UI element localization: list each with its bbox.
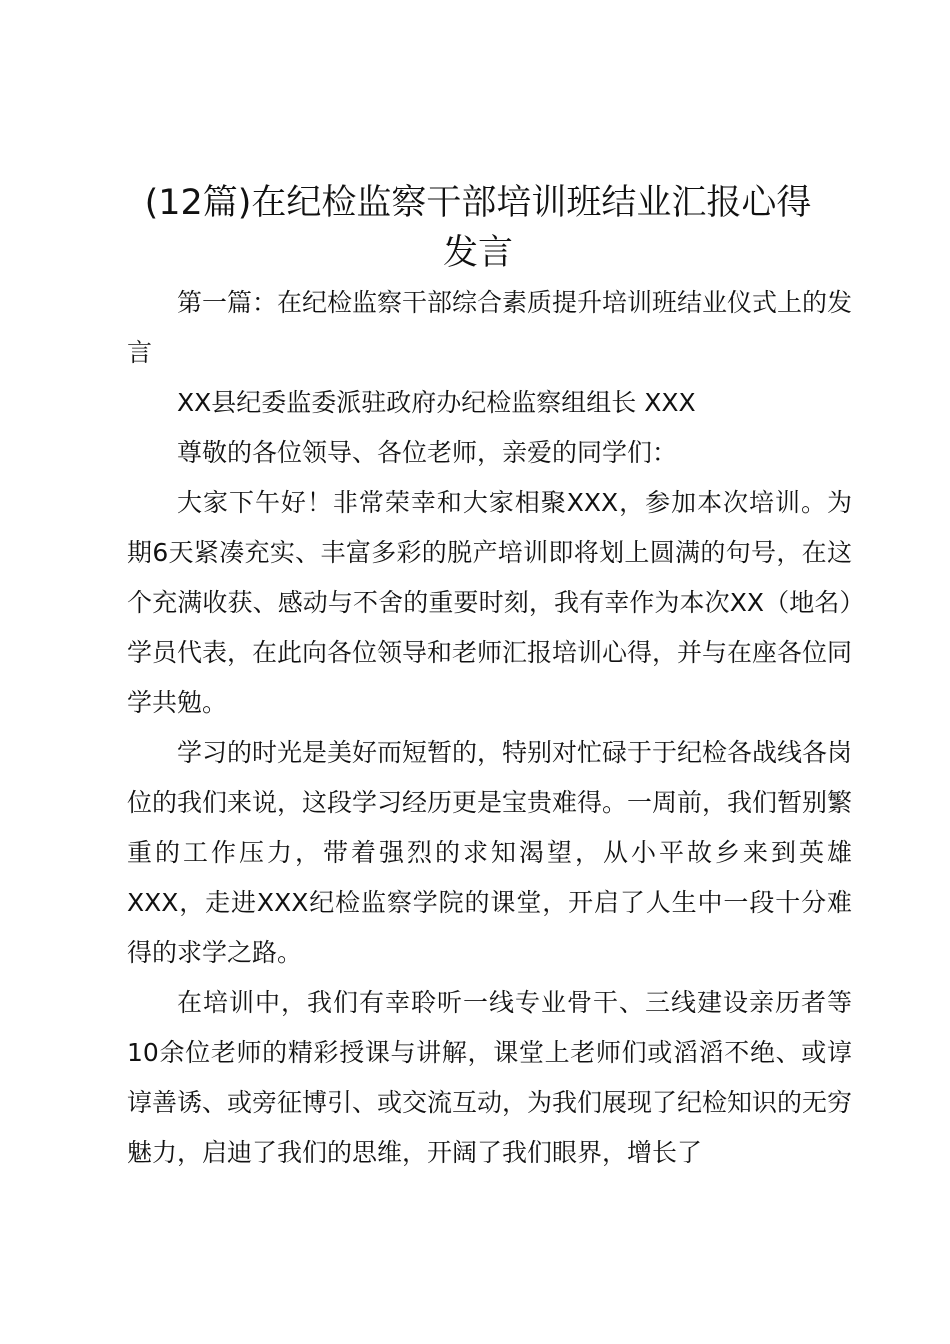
paragraph-greeting: 大家下午好！非常荣幸和大家相聚XXX，参加本次培训。为期6天紧凑充实、丰富多彩的脱产培训即将划上圆满的句号，在这个充满收获、感动与不舍的重要时刻，我有幸作为本次XX（地名）学员代表，在此向各位领导和老师汇报培训心得，并与在座各位同学共勉。 — [127, 488, 853, 717]
paragraph-author: XX县纪委监委派驻政府办纪检监察组组长 XXX — [177, 388, 696, 417]
paragraph-section-heading: 第一篇：在纪检监察干部综合素质提升培训班结业仪式上的发言 — [127, 288, 853, 367]
document-title — [100, 178, 856, 278]
paragraph-training: 在培训中，我们有幸聆听一线专业骨干、三线建设亲历者等10余位老师的精彩授课与讲解，课堂上老师们或滔滔不绝、或谆谆善诱、或旁征博引、或交流互动，为我们展现了纪检知识的无穷魅力，启迪了我们的思维，开阔了我们眼界，增长了 — [127, 988, 853, 1167]
title-line-1: (12篇)在纪检监察干部培训班结业汇报心得 — [144, 183, 812, 223]
document-body — [127, 278, 852, 1178]
paragraph-salutation: 尊敬的各位领导、各位老师，亲爱的同学们： — [177, 438, 678, 467]
title-line-2: 发言 — [442, 233, 513, 273]
paragraph-study-time: 学习的时光是美好而短暂的，特别对忙碌于于纪检各战线各岗位的我们来说，这段学习经历更是宝贵难得。一周前，我们暂别繁重的工作压力，带着强烈的求知渴望，从小平故乡来到英雄XXX，走进XXX纪检监察学院的课堂，开启了人生中一段十分难得的求学之路。 — [127, 738, 853, 967]
